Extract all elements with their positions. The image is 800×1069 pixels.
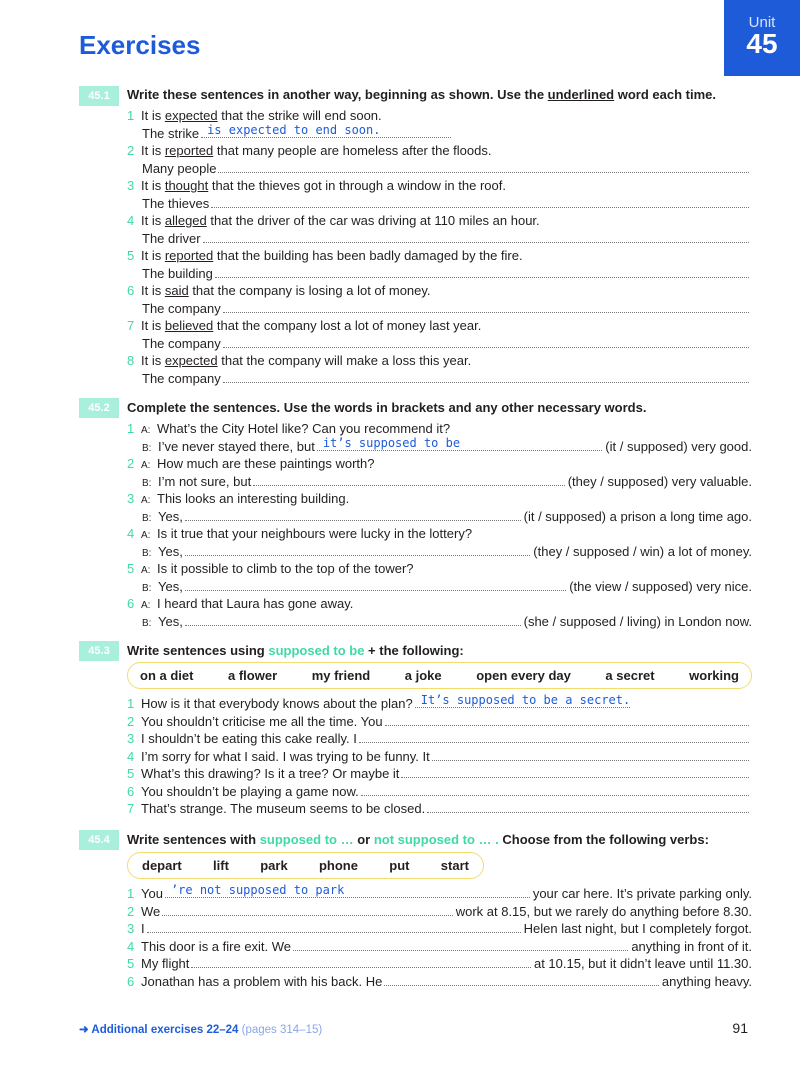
item-end: at 10.15, but it didn’t leave until 11.30.: [533, 956, 752, 971]
heading-text: Write sentences using: [127, 643, 269, 658]
word-option: a flower: [228, 668, 278, 683]
underlined-word: reported: [164, 248, 214, 263]
answer-blank[interactable]: [185, 509, 521, 521]
exercise-line: [127, 613, 752, 631]
heading-text: or: [353, 832, 374, 847]
link-text[interactable]: ➜ Additional exercises 22–24: [79, 1024, 239, 1036]
heading-text: + the following:: [364, 643, 464, 658]
word-option: working: [689, 668, 739, 683]
speaker-b-end: (they / supposed / win) a lot of money.: [533, 543, 752, 559]
answer-blank[interactable]: [317, 435, 602, 451]
unit-label: Unit: [748, 14, 776, 31]
item-sentence: [141, 247, 523, 265]
speaker-a-text: This looks an interesting building.: [157, 491, 350, 506]
speaker-a-label: A:: [141, 600, 151, 611]
item-end: Helen last night, but I completely forgot.: [523, 921, 752, 936]
item-start: This door is a fire exit. We: [141, 938, 292, 954]
exercise-number: 45.3: [79, 641, 119, 661]
underlined-word: said: [164, 283, 189, 298]
exercise-line: [127, 265, 752, 283]
item-number: 2: [127, 143, 135, 158]
speaker-b-end: (the view / supposed) very nice.: [569, 578, 752, 594]
sentence-start: The company: [142, 300, 221, 316]
word-option: on a diet: [140, 668, 194, 683]
exercise-line: [127, 730, 752, 748]
exercise-line: [127, 695, 752, 713]
speaker-b-end: (they / supposed) very valuable.: [567, 473, 752, 489]
exercise-number: 45.1: [79, 86, 119, 106]
answer-blank[interactable]: [223, 301, 749, 313]
sentence-start: The company: [142, 370, 221, 386]
sentence-text: It is: [141, 283, 165, 298]
sentence-start: Many people: [142, 160, 217, 176]
underlined-word: reported: [164, 143, 214, 158]
sentence-text: It is: [141, 143, 165, 158]
exercise-line: [127, 230, 752, 248]
item-number: 4: [127, 938, 135, 954]
word-box: [127, 852, 484, 879]
item-number: 4: [127, 213, 135, 228]
item-number: 2: [127, 903, 135, 919]
sentence-text: that the company lost a lot of money last year.: [213, 318, 482, 333]
item-sentence: [141, 142, 491, 160]
sentence-start: The company: [142, 335, 221, 351]
item-end: anything in front of it.: [631, 938, 752, 954]
answer-blank[interactable]: [215, 266, 749, 278]
item-number: 1: [127, 886, 135, 901]
exercise-line: [127, 885, 752, 903]
sentence-text: It is: [141, 108, 165, 123]
speaker-a-text: What’s the City Hotel like? Can you recommend it?: [157, 421, 451, 436]
item-number: 7: [127, 801, 135, 816]
item-number: 1: [127, 696, 135, 711]
item-end: your car here. It’s private parking only.: [532, 886, 752, 901]
answer-blank[interactable]: [211, 196, 749, 208]
item-text: You shouldn’t criticise me all the time. You: [141, 713, 383, 729]
word-option: lift: [213, 858, 229, 873]
exercise-line: [127, 955, 752, 973]
answer-blank[interactable]: [401, 766, 749, 778]
speaker-b-label: B:: [142, 477, 152, 489]
speaker-a-label: A:: [141, 565, 151, 576]
speaker-b-start: Yes,: [158, 508, 183, 524]
item-number: 5: [127, 956, 135, 971]
exercise-line: [127, 473, 752, 491]
item-number: 3: [127, 178, 135, 193]
item-number: 2: [127, 456, 135, 471]
item-text: You shouldn’t be playing a game now.: [141, 783, 359, 799]
sentence-text: It is: [141, 178, 165, 193]
heading-highlight: not supposed to … .: [373, 832, 499, 847]
item-sentence: [141, 352, 471, 370]
exercise-line: [127, 560, 752, 578]
heading-text: Write these sentences in another way, beginning as shown. Use the: [127, 87, 548, 102]
heading-highlight: supposed to be: [268, 643, 365, 658]
speaker-b-start: Yes,: [158, 613, 183, 629]
exercise-line: [127, 282, 752, 300]
item-text: What’s this drawing? Is it a tree? Or maybe it: [141, 766, 400, 781]
exercise-line: [127, 508, 752, 526]
sentence-start: The thieves: [142, 195, 210, 211]
speaker-a-label: A:: [141, 530, 151, 541]
item-number: 1: [127, 421, 135, 436]
heading-highlight: supposed to …: [259, 832, 354, 847]
unit-tab: [724, 0, 800, 76]
page-title: Exercises: [79, 30, 201, 60]
item-number: 4: [127, 748, 135, 764]
item-number: 3: [127, 731, 135, 746]
exercise-line: [127, 160, 752, 178]
exercise-line: [127, 352, 752, 370]
link-pages: (pages 314–15): [241, 1024, 323, 1036]
speaker-b-label: B:: [142, 547, 152, 559]
underlined-word: believed: [164, 318, 214, 333]
underlined-word: thought: [164, 178, 209, 193]
underlined-word: expected: [164, 108, 218, 123]
sentence-text: that the thieves got in through a window in the roof.: [208, 178, 506, 193]
speaker-b-end: (it / supposed) a prison a long time ago.: [523, 508, 752, 524]
exercise-heading: [127, 87, 716, 102]
speaker-b-label: B:: [142, 617, 152, 629]
word-option: a secret: [605, 668, 655, 683]
handwritten-answer: is expected to end soon.: [207, 122, 381, 137]
sentence-start: The building: [142, 265, 213, 281]
item-number: 6: [127, 283, 135, 298]
item-number: 4: [127, 526, 135, 541]
word-option: start: [440, 858, 469, 873]
handwritten-answer: It’s supposed to be a secret.: [420, 693, 631, 707]
answer-blank[interactable]: [191, 956, 531, 968]
answer-blank[interactable]: [165, 883, 530, 898]
answer-blank[interactable]: [185, 579, 566, 591]
exercise-line: [127, 938, 752, 956]
underlined-word: alleged: [164, 213, 207, 228]
exercise-heading: [127, 643, 464, 658]
answer-blank[interactable]: [223, 371, 749, 383]
answer-blank[interactable]: [162, 904, 452, 916]
speaker-b-label: B:: [142, 512, 152, 524]
additional-exercises-link[interactable]: [79, 1022, 322, 1036]
exercise-line: [127, 300, 752, 318]
item-number: 6: [127, 783, 135, 799]
handwritten-answer: ’re not supposed to park: [170, 883, 345, 897]
item-start: My flight: [141, 956, 190, 971]
item-number: 5: [127, 766, 135, 781]
item-start: We: [141, 903, 161, 919]
item-start: You: [141, 886, 163, 901]
heading-text: Write sentences with: [127, 832, 260, 847]
speaker-a-label: A:: [141, 495, 151, 506]
speaker-b-label: B:: [142, 582, 152, 594]
exercise-line: [127, 783, 752, 801]
exercise-number: 45.2: [79, 398, 119, 418]
answer-blank[interactable]: [218, 161, 749, 173]
exercise-line: [127, 973, 752, 991]
speaker-a-label: A:: [141, 425, 151, 436]
exercise-line: [127, 765, 752, 783]
speaker-b-start: I’ve never stayed there, but: [158, 438, 315, 454]
item-start: Jonathan has a problem with his back. He: [141, 973, 383, 989]
exercise-line: [127, 317, 752, 335]
speaker-b-end: (she / supposed / living) in London now.: [523, 613, 752, 629]
answer-blank[interactable]: [185, 614, 521, 626]
answer-blank[interactable]: [415, 693, 631, 708]
word-box: [127, 662, 752, 689]
speaker-b-start: Yes,: [158, 543, 183, 559]
exercise-line: [127, 525, 752, 543]
item-number: 7: [127, 318, 135, 333]
sentence-text: It is: [141, 213, 165, 228]
exercise-heading: [127, 832, 709, 847]
sentence-text: that many people are homeless after the floods.: [213, 143, 492, 158]
speaker-b-end: (it / supposed) very good.: [605, 438, 752, 454]
word-option: open every day: [476, 668, 571, 683]
item-text: That’s strange. The museum seems to be closed.: [141, 801, 426, 816]
page-number: 91: [732, 1020, 748, 1036]
sentence-text: that the driver of the car was driving at 110 miles an hour.: [206, 213, 540, 228]
item-start: I: [141, 921, 145, 936]
speaker-a-text: Is it true that your neighbours were lucky in the lottery?: [157, 526, 473, 541]
exercise-heading: Complete the sentences. Use the words in brackets and any other necessary words.: [127, 400, 647, 415]
answer-blank[interactable]: [253, 474, 565, 486]
speaker-b-start: Yes,: [158, 578, 183, 594]
answer-blank[interactable]: [432, 749, 749, 761]
answer-blank[interactable]: [147, 921, 521, 933]
item-text: I’m sorry for what I said. I was trying to be funny. It: [141, 748, 430, 764]
speaker-b-start: I’m not sure, but: [158, 473, 252, 489]
exercise-line: [127, 903, 752, 921]
sentence-text: It is: [141, 318, 165, 333]
exercise-line: [127, 370, 752, 388]
heading-text: word each time.: [614, 87, 716, 102]
exercise-line: [127, 142, 752, 160]
sentence-text: It is: [141, 353, 165, 368]
sentence-text: that the strike will end soon.: [217, 108, 382, 123]
word-option: phone: [318, 858, 358, 873]
word-option: depart: [142, 858, 182, 873]
item-end: anything heavy.: [661, 973, 752, 989]
item-text: How is it that everybody knows about the plan?: [141, 696, 413, 711]
item-sentence: [141, 177, 506, 195]
exercise-line: [127, 920, 752, 938]
item-text: I shouldn’t be eating this cake really. I: [141, 731, 357, 746]
sentence-start: The driver: [142, 230, 201, 246]
exercise-line: [127, 800, 752, 818]
unit-number: 45: [746, 28, 778, 59]
speaker-a-label: A:: [141, 460, 151, 471]
sentence-text: that the company is losing a lot of money.: [188, 283, 431, 298]
item-sentence: [141, 317, 481, 335]
speaker-a-text: How much are these paintings worth?: [157, 456, 375, 471]
exercise-line: [127, 177, 752, 195]
answer-blank[interactable]: [223, 336, 749, 348]
sentence-text: that the company will make a loss this year.: [217, 353, 472, 368]
item-number: 3: [127, 491, 135, 506]
word-option: put: [389, 858, 410, 873]
exercise-line: [127, 748, 752, 766]
heading-text: Choose from the following verbs:: [498, 832, 709, 847]
item-sentence: [141, 282, 431, 300]
speaker-a-text: I heard that Laura has gone away.: [157, 596, 354, 611]
sentence-start: The strike: [142, 125, 200, 141]
answer-blank[interactable]: [361, 784, 749, 796]
exercise-line: [127, 543, 752, 561]
answer-blank[interactable]: [293, 939, 628, 951]
heading-underlined: underlined: [547, 87, 615, 102]
exercise-line: [127, 455, 752, 473]
exercise-line: [127, 122, 752, 143]
exercise-line: [127, 578, 752, 596]
answer-blank[interactable]: [427, 801, 749, 813]
item-number: 6: [127, 596, 135, 611]
answer-blank[interactable]: [359, 731, 749, 743]
item-sentence: [141, 212, 540, 230]
word-option: park: [260, 858, 288, 873]
underlined-word: expected: [164, 353, 218, 368]
item-number: 1: [127, 108, 135, 123]
answer-blank[interactable]: [201, 122, 451, 138]
item-number: 2: [127, 713, 135, 729]
exercise-line: [127, 713, 752, 731]
speaker-a-text: Is it possible to climb to the top of the tower?: [157, 561, 414, 576]
exercise-line: [127, 335, 752, 353]
answer-blank[interactable]: [385, 714, 749, 726]
item-number: 3: [127, 921, 135, 936]
answer-blank[interactable]: [203, 231, 749, 243]
exercise-line: [127, 212, 752, 230]
answer-blank[interactable]: [384, 974, 659, 986]
exercise-number: 45.4: [79, 830, 119, 850]
exercise-line: [127, 435, 752, 456]
answer-blank[interactable]: [185, 544, 530, 556]
item-number: 6: [127, 973, 135, 989]
item-number: 8: [127, 353, 135, 368]
item-number: 5: [127, 561, 135, 576]
item-end: work at 8.15, but we rarely do anything before 8.30.: [455, 903, 752, 919]
exercise-line: [127, 595, 752, 613]
handwritten-answer: it’s supposed to be: [322, 435, 461, 450]
exercise-line: [127, 490, 752, 508]
speaker-b-label: B:: [142, 442, 152, 454]
sentence-text: It is: [141, 248, 165, 263]
word-option: my friend: [311, 668, 371, 683]
sentence-text: that the building has been badly damaged by the fire.: [213, 248, 523, 263]
exercise-line: [127, 247, 752, 265]
word-option: a joke: [404, 668, 442, 683]
exercise-line: [127, 195, 752, 213]
item-number: 5: [127, 248, 135, 263]
